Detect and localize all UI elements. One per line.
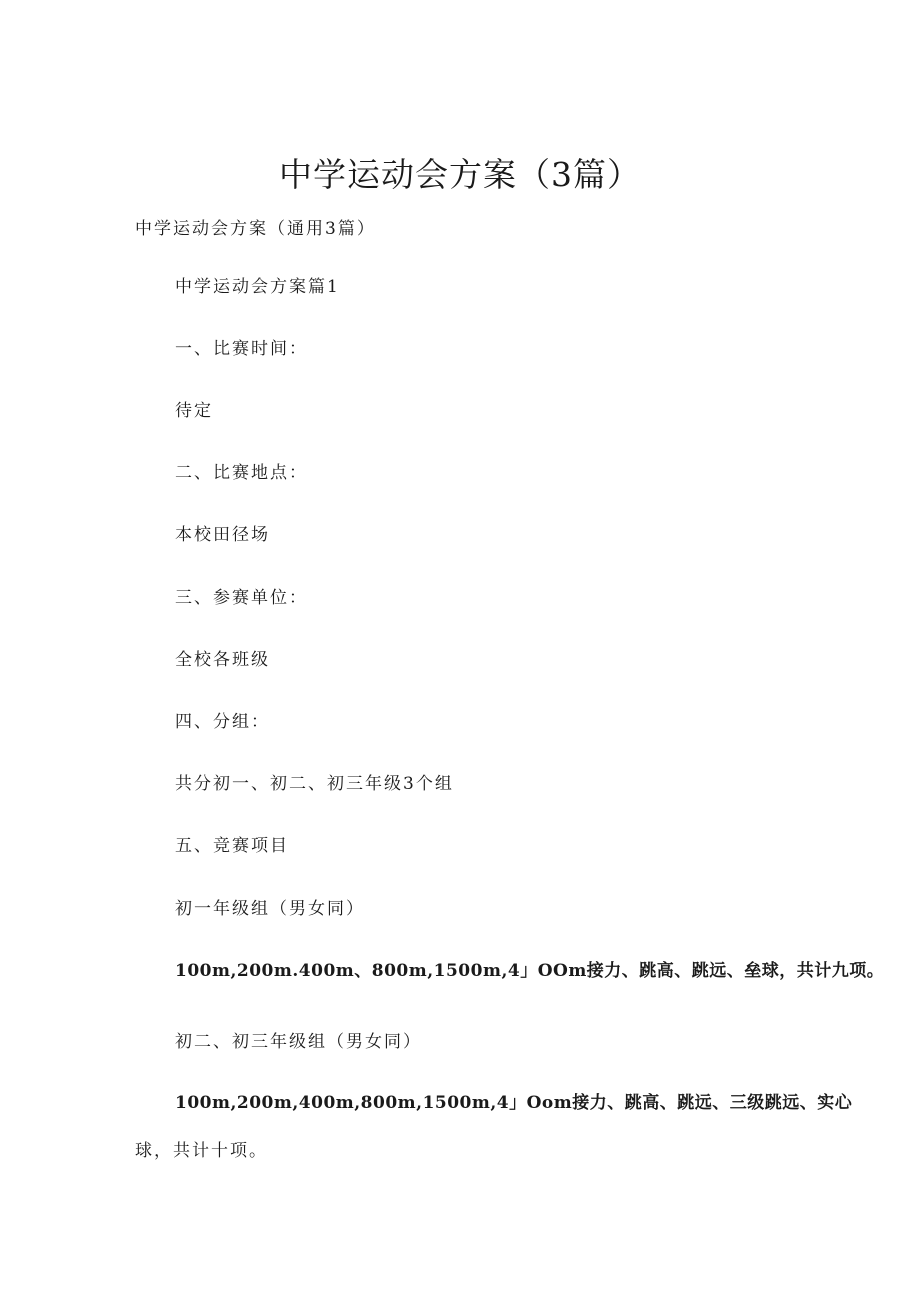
paragraph-participants: 全校各班级 bbox=[175, 650, 270, 670]
section-heading-part1: 中学运动会方案篇1 bbox=[175, 277, 340, 297]
section-heading-groups: 四、分组： bbox=[175, 712, 270, 732]
paragraph-grade23-events-cont: 球，共计十项。 bbox=[135, 1141, 268, 1161]
paragraph-grade23-events: 100m,200m,400m,800m,1500m,4」Oom接力、跳高、跳远、三级跳远、实心 bbox=[175, 1093, 853, 1113]
section-heading-events: 五、竞赛项目 bbox=[175, 836, 289, 856]
paragraph-time: 待定 bbox=[175, 401, 213, 421]
paragraph-grade23-group: 初二、初三年级组（男女同） bbox=[175, 1032, 422, 1052]
paragraph-groups: 共分初一、初二、初三年级3个组 bbox=[175, 774, 454, 794]
paragraph-grade1-group: 初一年级组（男女同） bbox=[175, 899, 365, 919]
section-heading-time: 一、比赛时间： bbox=[175, 339, 308, 359]
section-heading-participants: 三、参赛单位： bbox=[175, 588, 308, 608]
section-heading-location: 二、比赛地点： bbox=[175, 463, 308, 483]
paragraph-location: 本校田径场 bbox=[175, 525, 270, 545]
paragraph-grade1-events: 100m,200m.400m、800m,1500m,4」OOm接力、跳高、跳远、垒球，共计九项。 bbox=[175, 961, 885, 981]
document-title: 中学运动会方案（3篇） bbox=[279, 155, 641, 194]
document-subtitle: 中学运动会方案（通用3篇） bbox=[135, 219, 376, 239]
